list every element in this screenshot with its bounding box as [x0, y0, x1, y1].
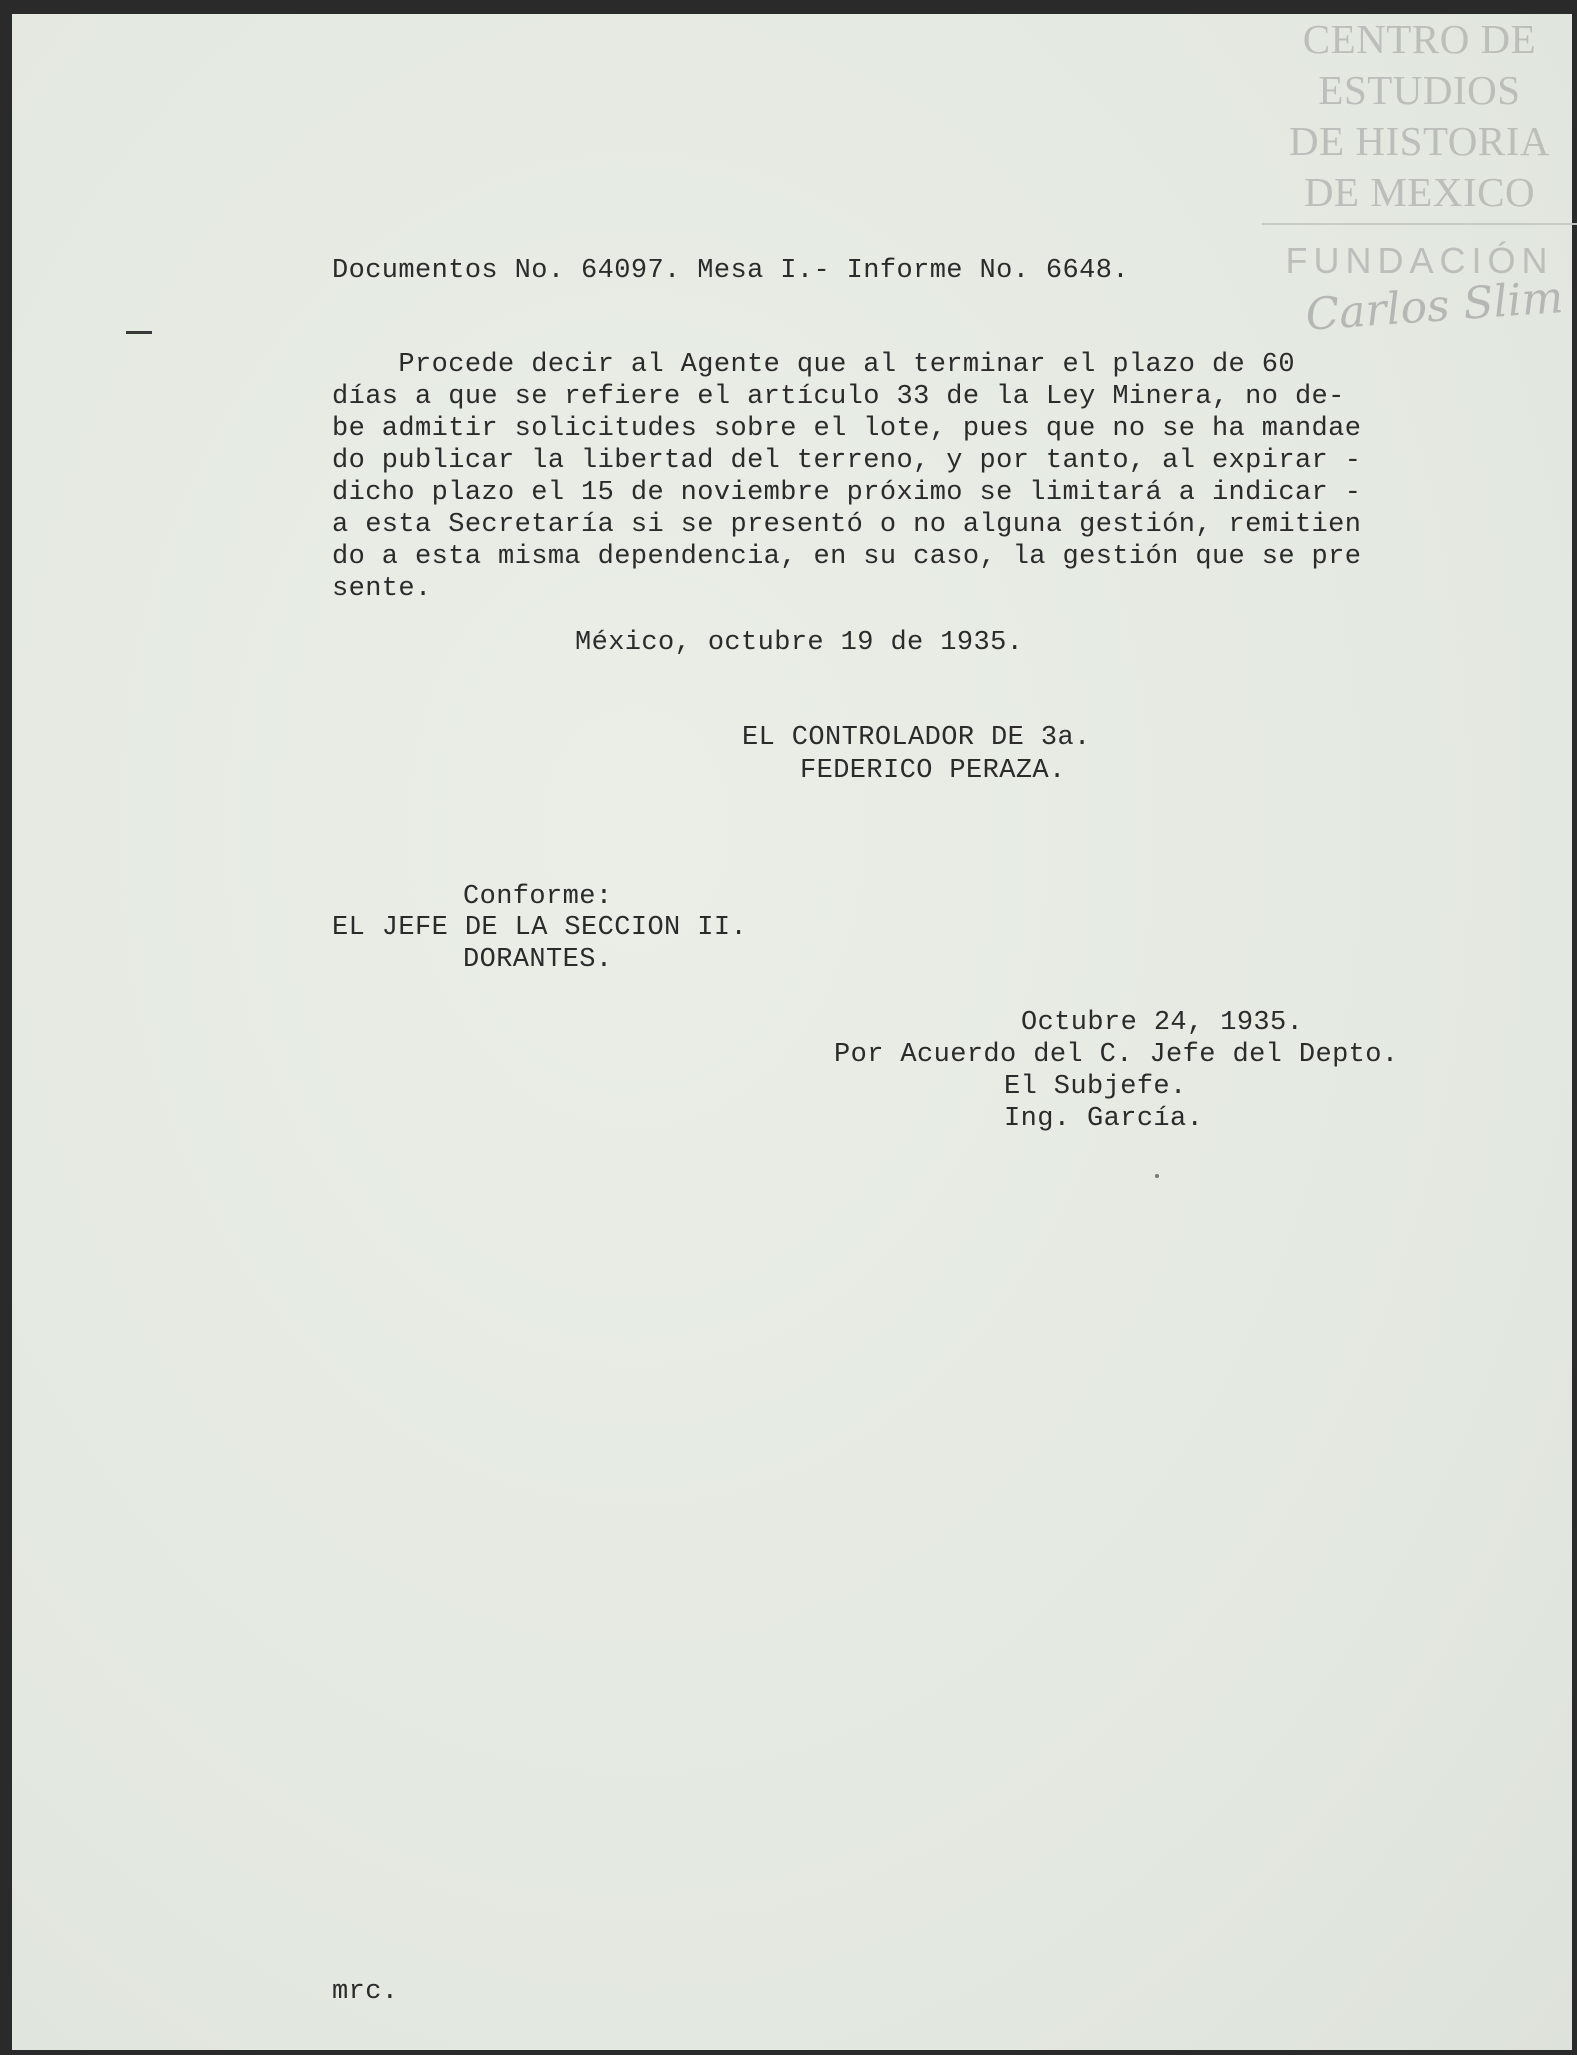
body-line: a esta Secretaría si se presentó o no alguna gestión, remitien — [332, 510, 1362, 540]
approval-label: Conforme: — [463, 882, 613, 912]
stamp-foundation: FUNDACIÓN — [1285, 240, 1554, 281]
agreement-line: Por Acuerdo del C. Jefe del Depto. — [834, 1040, 1399, 1070]
stamp-line: DE HISTORIA — [1289, 118, 1550, 164]
section-chief-name: DORANTES. — [463, 945, 613, 975]
archive-stamp — [1262, 14, 1577, 341]
subchief-name: Ing. García. — [1004, 1104, 1204, 1134]
controller-title: EL CONTROLADOR DE 3a. — [742, 723, 1091, 753]
body-line: días a que se refiere el artículo 33 de la Ley Minera, no de- — [332, 382, 1345, 412]
typist-initials: mrc. — [332, 1977, 399, 2007]
stamp-signature: Carlos Slim — [1303, 272, 1565, 341]
body-line: sente. — [332, 574, 432, 604]
stamp-line: ESTUDIOS — [1318, 67, 1521, 113]
date-line: México, octubre 19 de 1935. — [575, 628, 1024, 658]
body-line: do a esta misma dependencia, en su caso, la gestión que se pre — [332, 542, 1362, 572]
section-chief-title: EL JEFE DE LA SECCION II. — [332, 913, 748, 943]
body-line: dicho plazo el 15 de noviembre próximo se limitará a indicar - — [332, 478, 1362, 508]
stamp-line: DE MEXICO — [1303, 169, 1536, 215]
margin-mark — [126, 331, 152, 334]
subchief-title: El Subjefe. — [1004, 1072, 1187, 1102]
body-line: be admitir solicitudes sobre el lote, pues que no se ha mandae — [332, 414, 1362, 444]
document-header: Documentos No. 64097. Mesa I.- Informe No. 6648. — [332, 256, 1129, 286]
agreement-date: Octubre 24, 1935. — [1021, 1008, 1304, 1038]
stamp-line: CENTRO DE — [1302, 16, 1537, 62]
body-line: do publicar la libertad del terreno, y por tanto, al expirar - — [332, 446, 1362, 476]
body-line: Procede decir al Agente que al terminar el plazo de 60 — [332, 350, 1295, 380]
controller-name: FEDERICO PERAZA. — [800, 756, 1066, 786]
stamp-divider — [1262, 223, 1577, 225]
ink-spot — [1155, 1174, 1159, 1178]
